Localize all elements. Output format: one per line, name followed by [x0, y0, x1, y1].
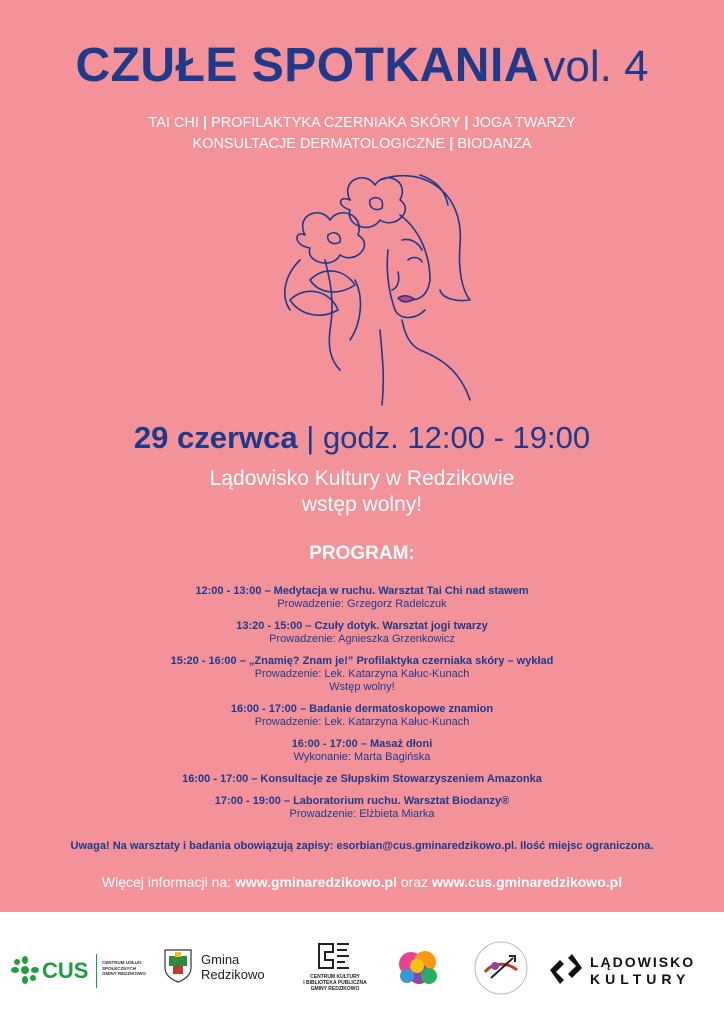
program-item-head: 12:00 - 13:00 – Medytacja w ruchu. Warsztat Tai Chi nad stawem	[195, 585, 529, 597]
program-item	[0, 585, 724, 611]
ck-line: I BIBLIOTEKA PUBLICZNA	[303, 980, 367, 986]
program-item-line: Prowadzenie: Elżbieta Miarka	[289, 808, 435, 820]
program-item-line: Prowadzenie: Lek. Katarzyna Kałuc-Kunach	[254, 716, 470, 728]
more-info-prefix: Więcej informacji na:	[101, 874, 235, 890]
program-item	[0, 773, 724, 786]
title-main: CZUŁE SPOTKANIA	[75, 39, 539, 92]
topic: PROFILAKTYKA CZERNIAKA SKÓRY	[211, 115, 461, 131]
cus-emblem-icon	[10, 956, 40, 984]
gmina-redzikowo-logo	[163, 948, 263, 992]
ladowisko-line: LĄDOWISKO	[590, 954, 696, 970]
coat-of-arms-icon	[163, 948, 193, 984]
event-date-time	[0, 420, 724, 456]
ladowisko-emblem-icon	[548, 954, 584, 984]
program-item-line: Wstęp wolny!	[329, 681, 395, 693]
cus-caption	[102, 960, 152, 977]
program-item	[0, 620, 724, 646]
centrum-kultury-emblem-icon	[317, 942, 351, 970]
topic: JOGA TWARZY	[472, 115, 576, 131]
cus-caption-line: CENTRUM USŁUG	[102, 960, 142, 965]
program-item-head: 17:00 - 19:00 – Laboratorium ruchu. Warsztat Biodanzy®	[214, 795, 510, 807]
cus-website-link[interactable]: www.cus.gminaredzikowo.pl	[432, 874, 623, 890]
program-item-head: 16:00 - 17:00 – Konsultacje ze Słupskim Stowarzyszeniem Amazonka	[182, 773, 542, 785]
program-item-line: Prowadzenie: Agnieszka Grzenkowicz	[269, 633, 455, 645]
event-date: 29 czerwca	[133, 420, 298, 455]
event-entry: wstęp wolny!	[301, 493, 423, 516]
topic: KONSULTACJE DERMATOLOGICZNE	[192, 136, 446, 152]
centrum-kultury-logo	[295, 942, 375, 998]
gmina-website-link[interactable]: www.gminaredzikowo.pl	[234, 874, 397, 890]
more-info	[0, 874, 724, 890]
cus-wordmark: CUS	[42, 958, 89, 983]
topic: TAI CHI	[148, 115, 199, 131]
topics-line-1	[0, 113, 724, 134]
cus-logo	[10, 950, 150, 990]
hands-emblem-icon	[393, 942, 443, 992]
program-item	[0, 738, 724, 764]
gmina-line: Gmina	[201, 952, 240, 967]
colorful-hands-logo	[393, 942, 443, 992]
program-item	[0, 655, 724, 694]
program-title: PROGRAM:	[309, 543, 415, 564]
event-hours: godz. 12:00 - 19:00	[322, 420, 591, 455]
program-item	[0, 795, 724, 821]
date-separator: |	[306, 420, 315, 455]
topics	[0, 113, 724, 155]
topics-line-2	[0, 134, 724, 155]
title-vol: vol. 4	[543, 42, 649, 91]
program-item-head: 15:20 - 16:00 – „Znamię? Znam je!” Profilaktyka czerniaka skóry – wykład	[170, 655, 554, 667]
event-venue-block	[0, 466, 724, 518]
topic: BIODANZA	[457, 136, 532, 152]
program-item	[0, 703, 724, 729]
amazonka-emblem-icon	[473, 940, 529, 996]
poster-title	[0, 38, 724, 93]
amazonka-logo	[473, 940, 529, 996]
program-item-line: Prowadzenie: Lek. Katarzyna Kałuc-Kunach	[254, 668, 470, 680]
woman-with-flowers-illustration	[270, 160, 490, 410]
program-item-head: 16:00 - 17:00 – Badanie dermatoskopowe znamion	[230, 703, 494, 715]
cus-caption-line: GMINY REDZIKOWO	[102, 971, 146, 976]
cus-divider	[96, 954, 97, 988]
program-item-head: 16:00 - 17:00 – Masaż dłoni	[291, 738, 433, 750]
event-venue: Lądowisko Kultury w Redzikowie	[209, 467, 515, 490]
sponsor-footer	[0, 912, 724, 1024]
topic-separator: |	[464, 115, 469, 131]
registration-note: Uwaga! Na warsztaty i badania obowiązują zapisy: esorbian@cus.gminaredzikowo.pl. Ilość miejsc ograniczona.	[70, 840, 654, 852]
ck-line: CENTRUM KULTURY	[310, 974, 360, 980]
more-info-middle: oraz	[397, 874, 433, 890]
program-item-line: Wykonanie: Marta Bagińska	[293, 751, 431, 763]
ladowisko-wordmark	[590, 954, 695, 988]
centrum-kultury-caption	[295, 974, 375, 992]
program-item-line: Prowadzenie: Grzegorz Radelczuk	[277, 598, 447, 610]
topic-separator: |	[449, 136, 454, 152]
gmina-line: Redzikowo	[201, 967, 265, 982]
cus-caption-line: SPOŁECZNYCH	[102, 965, 137, 971]
topic-separator: |	[202, 115, 207, 131]
program-item-head: 13:20 - 15:00 – Czuły dotyk. Warsztat jogi twarzy	[236, 620, 488, 632]
ladowisko-kultury-logo	[548, 950, 718, 990]
program-list	[0, 585, 724, 830]
ck-line: GMINY REDZIKOWO	[310, 986, 360, 992]
gmina-wordmark	[201, 952, 265, 982]
ladowisko-line: KULTURY	[590, 971, 691, 987]
